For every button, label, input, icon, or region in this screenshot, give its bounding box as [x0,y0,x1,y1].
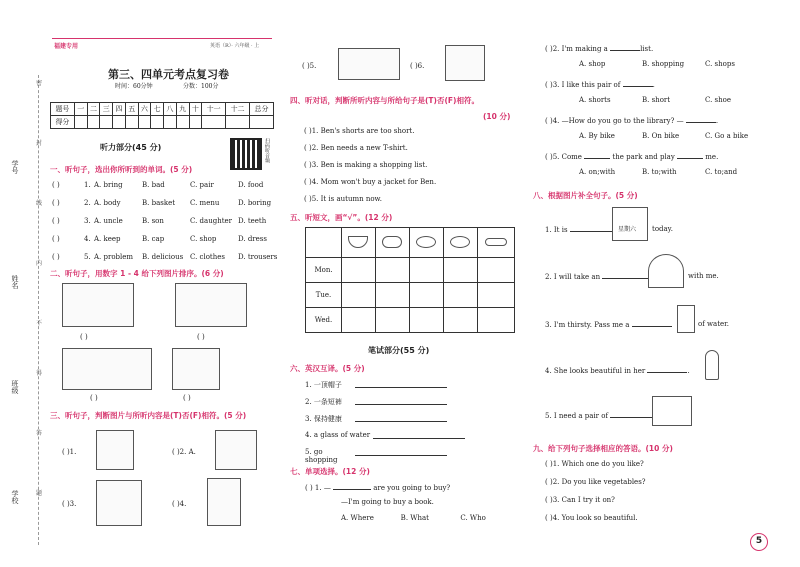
option: C. shops [705,60,735,68]
question-text: 5. Come [552,153,582,161]
picture-kids-playing [62,283,134,327]
answer-blank[interactable]: ( ) [52,235,60,243]
food-icon-salad [409,228,443,258]
answer-blank[interactable]: ( ) [90,394,98,402]
food-icon-soup [342,228,376,258]
score-cell: 九 [176,103,189,116]
question-line [305,483,520,498]
list-item [304,195,514,212]
picture-hat [172,348,220,390]
seal-char: 封 [36,140,43,147]
listening-title: 听力部分(45 分) [100,143,162,152]
seal-char: 不 [36,320,43,327]
answer-blank[interactable]: ( ) [304,178,312,186]
picture-jacket [445,45,485,81]
score-input-cell[interactable] [202,116,226,129]
side-label-name: 姓名 [11,275,19,289]
picture-coat [207,478,241,526]
answer-blank[interactable]: ( )2. A. [172,448,196,456]
option: B. to;with [642,168,677,176]
seal-char: 线 [36,200,43,207]
sentence-text: 3. I'm thirsty. Pass me a [545,321,630,329]
fill-blank[interactable] [584,152,610,159]
page-number: 5 [750,533,768,551]
score-input-cell[interactable] [125,116,138,129]
score-table [50,102,274,129]
score-input-cell[interactable] [176,116,189,129]
list-item [545,366,690,375]
answer-line[interactable] [355,448,447,456]
score-cell: 得分 [51,116,75,129]
score-input-cell[interactable] [151,116,164,129]
list-item [545,116,770,152]
statement: 4. Mom won't buy a jacket for Ben. [311,178,437,186]
score-cell: 题号 [51,103,75,116]
seal-char: 答 [36,430,43,437]
list-item [305,448,465,465]
list-item [304,178,514,195]
tick-cell[interactable] [443,258,477,283]
fill-blank[interactable] [610,44,640,51]
score-label: 分数：100分 [183,83,219,90]
option: B. son [142,217,164,225]
score-cell: 六 [138,103,151,116]
sentence-text: 4. She looks beautiful in her [545,367,646,375]
sentence-end: today. [652,225,673,233]
score-cell: 十 [189,103,202,116]
question-text: the park and play [612,153,675,161]
list-item [545,411,661,420]
phrase: 2. 一条短裤 [305,398,342,406]
phrase: 3. 保持健康 [305,415,342,423]
answer-blank[interactable]: ( ) [545,45,553,53]
option: B. cap [142,235,165,243]
statement: 5. It is autumn now. [311,195,382,203]
answer-blank[interactable]: ( ) [52,199,60,207]
grid-corner [306,228,342,258]
question-number: 1. [84,181,91,189]
q9-list [545,460,646,532]
q1-list [52,181,287,271]
list-item [545,225,614,234]
score-cell: 四 [113,103,126,116]
score-cell: 十一 [202,103,226,116]
tick-cell[interactable] [409,283,443,308]
score-input-cell[interactable] [74,116,87,129]
sentence-end: . [687,367,690,375]
picture-shoes [338,48,400,80]
tick-cell[interactable] [443,308,477,333]
list-item [304,127,514,144]
q7-item [305,483,520,522]
option: C. pair [190,181,214,189]
q6-title: 六、英汉互译。(5 分) [290,364,365,373]
answer-line[interactable] [355,414,447,422]
answer-blank[interactable]: ( ) [305,484,313,492]
region-tag: 福建专用 [54,43,79,50]
answer-blank[interactable]: ( ) [197,333,205,341]
option: A. problem [94,253,134,261]
answer-blank[interactable]: ( ) [545,514,553,522]
list-item [545,514,646,532]
q5-title: 五、听短文，画“√”。(12 分) [290,213,393,222]
q8-title: 八、根据图片补全句子。(5 分) [533,191,638,200]
picture-trousers [96,430,134,470]
option: C. shop [190,235,217,243]
phrase: 1. 一顶帽子 [305,381,342,389]
answer-blank[interactable]: ( ) [52,253,60,261]
score-cell: 一 [74,103,87,116]
option: B. On bike [642,132,680,140]
question-number: 4. [84,235,91,243]
tick-cell[interactable] [375,258,409,283]
tick-cell[interactable] [342,283,376,308]
option: A. shop [579,60,606,68]
tick-cell[interactable] [409,258,443,283]
score-cell: 二 [87,103,100,116]
option: A. Where [341,514,374,522]
row-label: Mon. [306,258,342,283]
fill-blank[interactable] [570,225,614,232]
tick-cell[interactable] [477,308,514,333]
answer-blank[interactable]: ( )5. [302,62,317,70]
seal-char: 得 [36,370,43,377]
answer-blank[interactable]: ( ) [52,217,60,225]
list-item [52,199,287,217]
sentence-text: 2. I will take an [545,273,601,281]
option: D. teeth [238,217,267,225]
fill-blank[interactable] [686,116,719,125]
answer-blank[interactable]: ( ) [545,460,553,468]
row-label: Wed. [306,308,342,333]
question-text: me. [705,153,719,161]
list-item [304,161,514,178]
series-label: 英语（R）· 六年级 · 上 [210,43,260,49]
tick-cell[interactable] [375,283,409,308]
score-cell: 八 [164,103,177,116]
tick-cell[interactable] [409,308,443,333]
score-cell: 总分 [250,103,274,116]
option: C. daughter [190,217,233,225]
option: C. to;and [705,168,738,176]
answer-line[interactable] [373,431,465,439]
fill-blank[interactable] [602,272,652,279]
score-input-cell[interactable] [226,116,250,129]
phrase: 4. a glass of water [305,431,371,439]
statement: 2. Do you like vegetables? [552,478,646,486]
food-grid [305,227,515,333]
food-icon-noodles [443,228,477,258]
sentence-end: with me. [688,272,719,280]
question-number: 5. [84,253,91,261]
tick-cell[interactable] [342,308,376,333]
list-item [545,460,646,478]
list-item [545,44,770,80]
qr-label: 扫码听音频 [264,138,270,163]
answer-line[interactable] [355,397,447,405]
options [305,514,520,522]
score-input-cell[interactable] [250,116,274,129]
score-input-cell[interactable] [113,116,126,129]
fill-blank[interactable] [333,483,371,490]
q3-title: 三、听句子，判断图片与所听内容是(T)否(F)相符。(5 分) [50,411,247,420]
q6-list [305,380,465,465]
statement: 1. Which one do you like? [552,460,644,468]
score-input-cell[interactable] [164,116,177,129]
score-cell: 十二 [226,103,250,116]
score-cell: 七 [151,103,164,116]
answer-blank[interactable]: ( ) [80,333,88,341]
answer-blank[interactable]: ( ) [545,153,553,161]
option: B. What [400,514,429,522]
glass-icon [677,305,695,333]
statement: 3. Can I try it on? [552,496,615,504]
picture-shirt [96,480,142,526]
phrase: 5. go shopping [305,448,338,464]
option: C. menu [190,199,220,207]
picture-dress [215,430,257,470]
question-text: 4. —How do you go to the library? — [552,117,684,125]
seal-char: 密 [36,80,43,87]
answer-blank[interactable]: ( ) [183,394,191,402]
qr-code[interactable] [230,138,262,170]
list-item [304,144,514,161]
option: B. shopping [642,60,685,68]
list-item [52,181,287,199]
option: B. bad [142,181,165,189]
option: A. shorts [579,96,611,104]
score-input-cell[interactable] [138,116,151,129]
time-label: 时间：60分钟 [115,83,153,90]
list-item [52,235,287,253]
answer-blank[interactable]: ( ) [304,144,312,152]
girl-icon [705,350,719,380]
option: A. bring [94,181,123,189]
sentence-text: 1. It is [545,226,568,234]
option: D. dress [238,235,267,243]
q4-points: (10 分) [483,112,511,121]
list-item [305,414,465,431]
list-item [545,478,646,496]
q2-title: 二、听句子，用数字 1 - 4 给下列图片排序。(6 分) [50,269,224,278]
answer-line[interactable] [355,380,447,388]
answer-blank[interactable]: ( ) [52,181,60,189]
answer-blank[interactable]: ( )4. [172,500,187,508]
score-cell: 三 [100,103,113,116]
answer-blank[interactable]: ( )1. [62,448,77,456]
score-cell: 五 [125,103,138,116]
option: D. boring [238,199,272,207]
food-icon-burger [375,228,409,258]
answer-blank[interactable]: ( ) [304,127,312,135]
option: A. keep [94,235,121,243]
question-number: 2. [84,199,91,207]
side-label-id: 学号 [11,160,19,174]
question-text: 3. I like this pair of [552,81,621,89]
statement: 4. You look so beautiful. [552,514,638,522]
option: D. trousers [238,253,278,261]
header-rule [52,38,272,39]
sentence-text: 5. I need a pair of [545,412,609,420]
picture-family-shopping [175,283,247,327]
question-text: are you going to buy? [373,484,451,492]
fill-blank[interactable] [623,80,653,87]
list-item [305,380,465,397]
option: A. uncle [94,217,123,225]
side-label-school: 学校 [11,490,19,504]
q4-title: 四、听对话，判断所听内容与所给句子是(T)否(F)相符。 [290,96,479,105]
tick-cell[interactable] [375,308,409,333]
option: C. shoe [705,96,732,104]
q4-list [304,127,514,212]
option: C. clothes [190,253,225,261]
option: B. basket [142,199,176,207]
answer-blank[interactable]: ( ) [304,195,312,203]
q7-continued [545,44,770,188]
question-text: . [652,81,655,89]
answer-blank[interactable]: ( )3. [62,500,77,508]
written-title: 笔试部分(55 分) [368,346,430,355]
fill-blank[interactable] [647,366,690,375]
fill-blank[interactable] [632,320,672,327]
option: C. Who [460,514,486,522]
list-item [545,320,672,329]
option: A. By bike [579,132,615,140]
option: A. body [94,199,121,207]
option: D. food [238,181,264,189]
answer-blank[interactable]: ( ) [545,117,553,125]
score-input-cell[interactable] [100,116,113,129]
list-item [52,217,287,235]
response-line: —I'm going to buy a book. [341,498,434,506]
option: C. Go a bike [705,132,749,140]
fill-blank[interactable] [677,152,703,159]
option: B. short [642,96,671,104]
sentence-end: of water. [698,320,729,328]
q1-title: 一、听句子，选出你所听到的单词。(5 分) [50,165,193,174]
row-label: Tue. [306,283,342,308]
question-text: . [715,117,719,125]
tick-cell[interactable] [477,258,514,283]
score-input-cell[interactable] [87,116,100,129]
score-input-cell[interactable] [189,116,202,129]
statement: 1. Ben's shorts are too short. [311,127,415,135]
q7-title: 七、单项选择。(12 分) [290,467,370,476]
list-item [305,397,465,414]
picture-classroom [62,348,152,390]
option: A. on;with [579,168,616,176]
umbrella-icon [648,254,684,288]
question-text: 2. I'm making a [552,45,608,53]
list-item [545,272,652,281]
question-text: list. [640,45,654,53]
q9-title: 九、给下列句子选择相应的答语。(10 分) [533,444,673,453]
page-title: 第三、四单元考点复习卷 [108,68,229,81]
seal-char: 题 [36,490,43,497]
shorts-icon [652,396,692,426]
calendar-day: 星期六 [618,226,637,233]
list-item [305,431,465,448]
list-item [545,496,646,514]
tick-cell[interactable] [342,258,376,283]
answer-blank[interactable]: ( ) [545,81,553,89]
seal-char: 内 [36,260,43,267]
answer-blank[interactable]: ( )6. [410,62,425,70]
answer-blank[interactable]: ( ) [545,478,553,486]
list-item [545,80,770,116]
option: B. delicious [142,253,184,261]
answer-blank[interactable]: ( ) [545,496,553,504]
tick-cell[interactable] [477,283,514,308]
side-label-class: 班级 [11,380,19,394]
list-item [545,152,770,188]
tick-cell[interactable] [443,283,477,308]
question-number: 3. [84,217,91,225]
answer-blank[interactable]: ( ) [304,161,312,169]
food-icon-hotdog [477,228,514,258]
question-text: 1. — [314,484,331,492]
statement: 2. Ben needs a new T-shirt. [311,144,408,152]
statement: 3. Ben is making a shopping list. [311,161,428,169]
